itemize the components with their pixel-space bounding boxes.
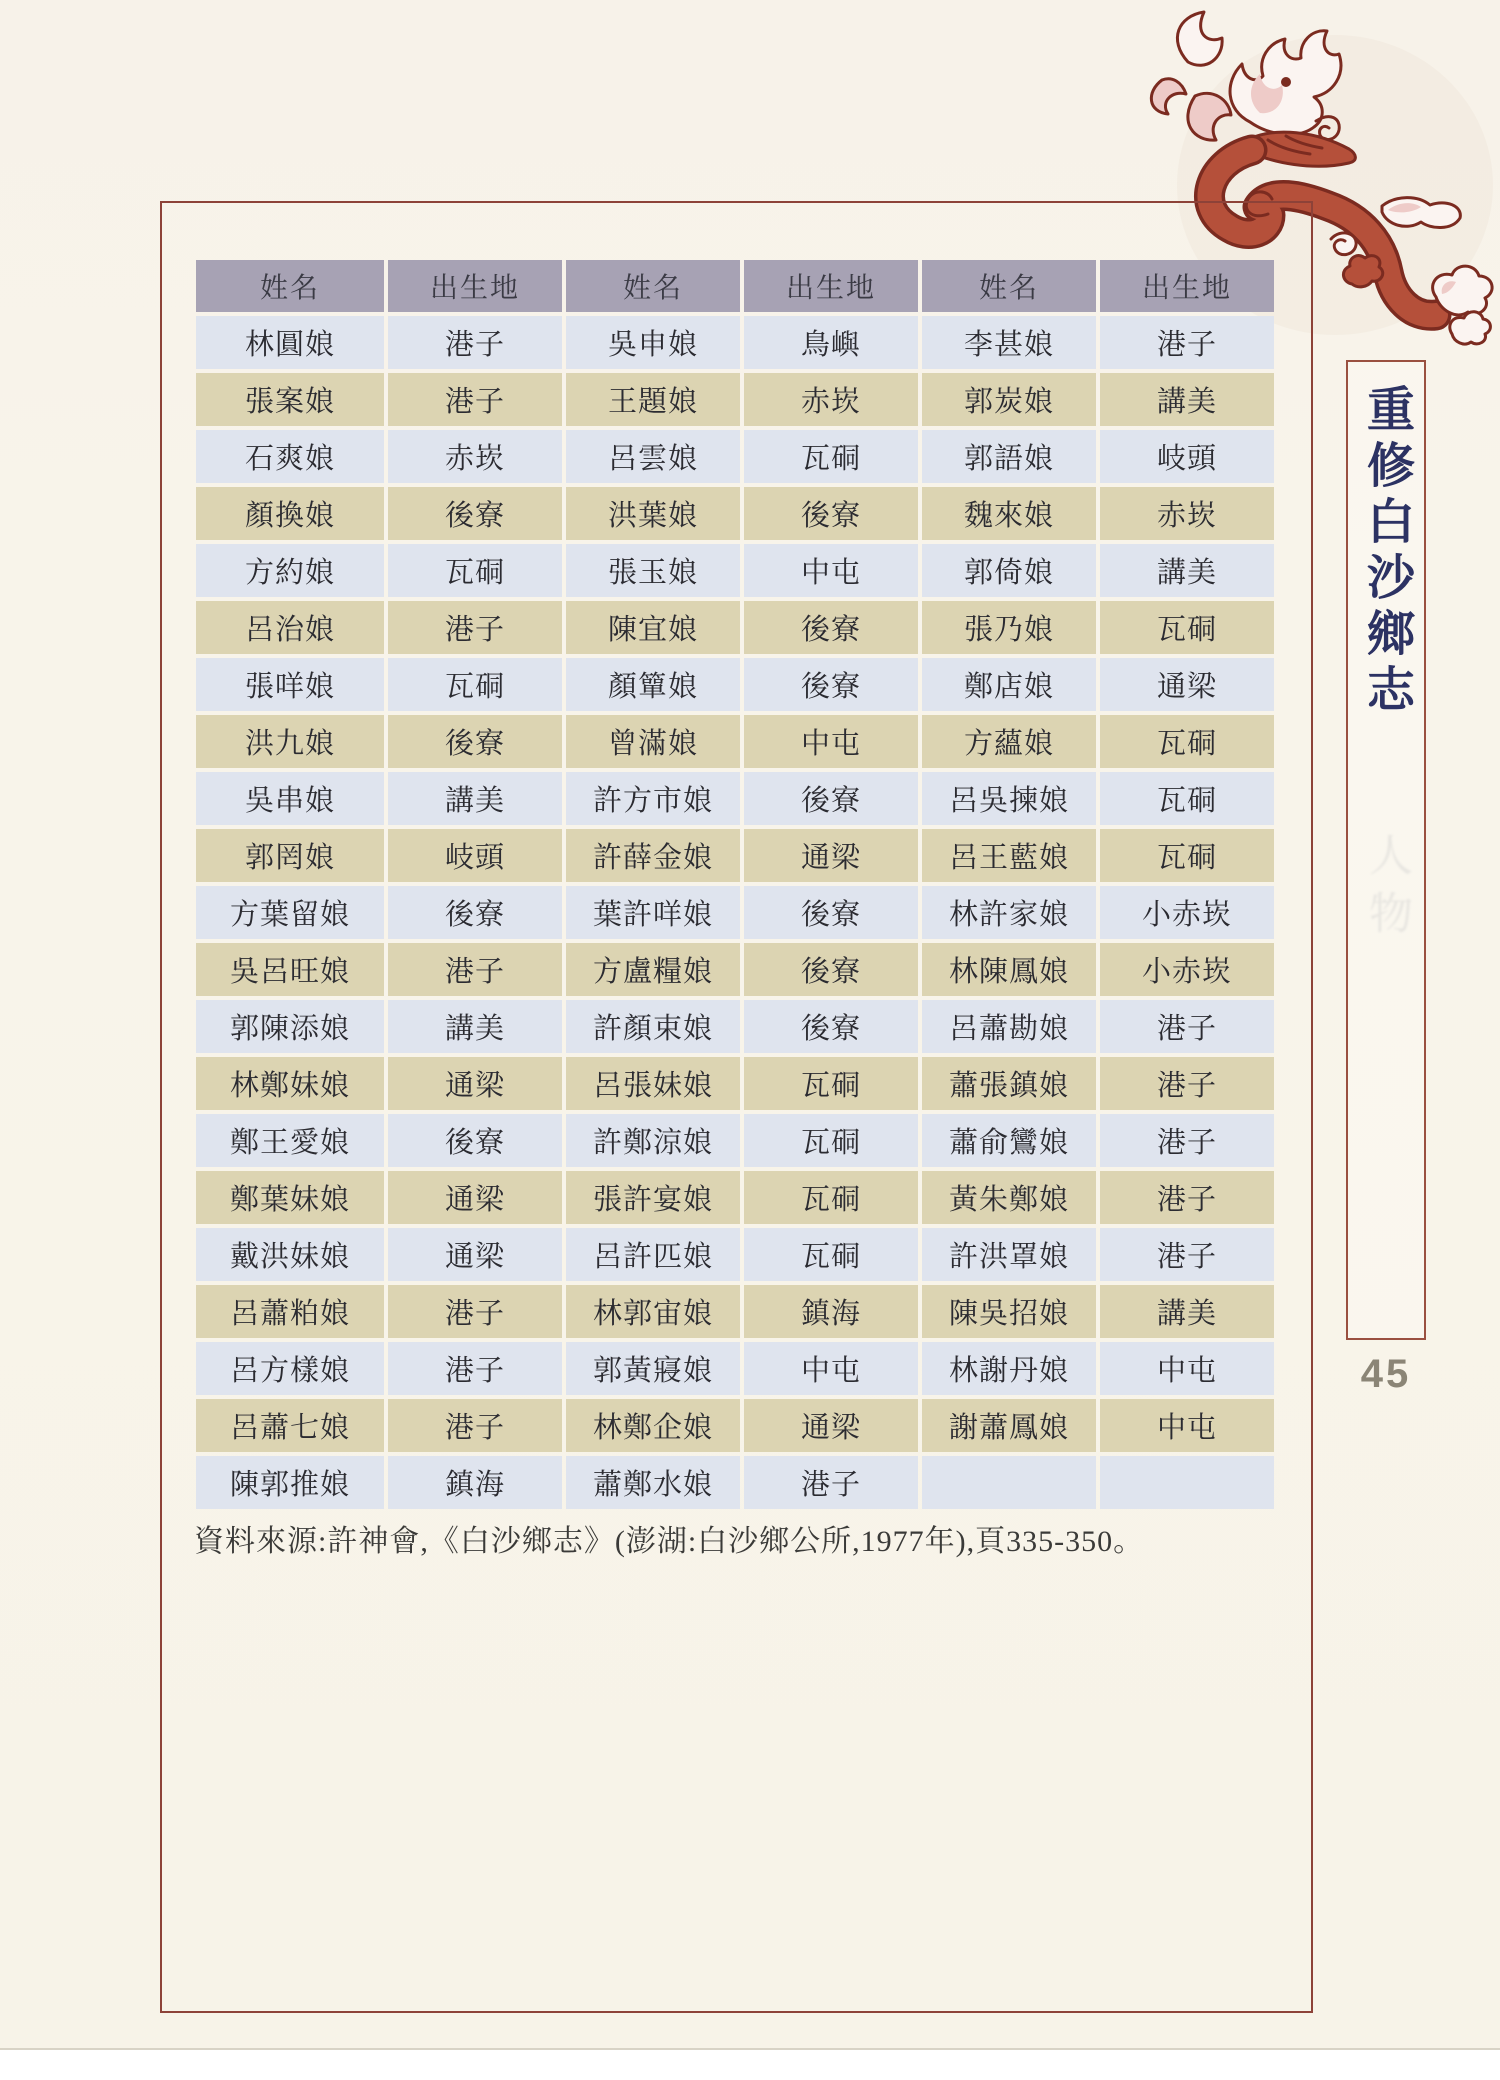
table-cell: 張咩娘 bbox=[196, 658, 384, 711]
table-cell: 後寮 bbox=[744, 487, 918, 540]
table-cell: 郭黃寢娘 bbox=[566, 1342, 740, 1395]
nuptial-table bbox=[196, 260, 1274, 1509]
table-cell: 黃朱鄭娘 bbox=[922, 1171, 1096, 1224]
header-cell: 姓名 bbox=[566, 260, 740, 312]
book-title-vertical: 重修白沙鄉志 bbox=[1359, 384, 1413, 720]
table-cell: 港子 bbox=[1100, 1171, 1274, 1224]
page-bottom-edge bbox=[0, 2048, 1500, 2080]
table-cell: 呂蕭勘娘 bbox=[922, 1000, 1096, 1053]
table-cell: 鄭葉妹娘 bbox=[196, 1171, 384, 1224]
table-cell: 港子 bbox=[388, 1399, 562, 1452]
cloud-puff-icon bbox=[1450, 312, 1491, 344]
table-cell: 瓦硐 bbox=[1100, 715, 1274, 768]
table-cell: 港子 bbox=[1100, 1000, 1274, 1053]
table-cell: 瓦硐 bbox=[1100, 829, 1274, 882]
table-cell: 呂治娘 bbox=[196, 601, 384, 654]
table-cell: 許鄭涼娘 bbox=[566, 1114, 740, 1167]
table-cell: 許洪罩娘 bbox=[922, 1228, 1096, 1281]
table-cell: 後寮 bbox=[744, 943, 918, 996]
table-cell bbox=[922, 1456, 1096, 1509]
table-cell: 郭陳添娘 bbox=[196, 1000, 384, 1053]
table-cell: 港子 bbox=[388, 1285, 562, 1338]
table-cell: 郭語娘 bbox=[922, 430, 1096, 483]
header-cell: 出生地 bbox=[1100, 260, 1274, 312]
table-cell: 吳串娘 bbox=[196, 772, 384, 825]
table-cell: 瓦硐 bbox=[744, 1114, 918, 1167]
table-cell: 講美 bbox=[1100, 544, 1274, 597]
table-cell: 港子 bbox=[1100, 316, 1274, 369]
table-cell: 鎮海 bbox=[744, 1285, 918, 1338]
table-cell: 張許宴娘 bbox=[566, 1171, 740, 1224]
table-cell: 方約娘 bbox=[196, 544, 384, 597]
table-cell: 鎮海 bbox=[388, 1456, 562, 1509]
table-cell: 葉許咩娘 bbox=[566, 886, 740, 939]
table-cell: 王題娘 bbox=[566, 373, 740, 426]
table-cell: 蕭鄭水娘 bbox=[566, 1456, 740, 1509]
table-cell: 曾滿娘 bbox=[566, 715, 740, 768]
header-cell: 姓名 bbox=[922, 260, 1096, 312]
table-cell: 通梁 bbox=[744, 829, 918, 882]
table-cell: 陳吳招娘 bbox=[922, 1285, 1096, 1338]
table-cell: 瓦硐 bbox=[744, 1228, 918, 1281]
cloud-puff-icon bbox=[1382, 198, 1460, 228]
table-cell: 岐頭 bbox=[1100, 430, 1274, 483]
table-cell: 方葉留娘 bbox=[196, 886, 384, 939]
table-cell: 瓦硐 bbox=[1100, 601, 1274, 654]
table-cell: 瓦硐 bbox=[744, 1057, 918, 1110]
table-cell: 陳宜娘 bbox=[566, 601, 740, 654]
bleedthrough-ghost-text: 人物 bbox=[1362, 832, 1411, 948]
table-cell: 吳呂旺娘 bbox=[196, 943, 384, 996]
table-cell: 呂吳揀娘 bbox=[922, 772, 1096, 825]
table-cell: 林圓娘 bbox=[196, 316, 384, 369]
pink-petal-icon bbox=[1151, 79, 1186, 114]
table-cell: 赤崁 bbox=[388, 430, 562, 483]
table-cell: 後寮 bbox=[744, 886, 918, 939]
table-cell: 後寮 bbox=[388, 487, 562, 540]
table-cell: 港子 bbox=[1100, 1057, 1274, 1110]
table-cell: 洪葉娘 bbox=[566, 487, 740, 540]
table-cell: 呂張妹娘 bbox=[566, 1057, 740, 1110]
table-cell: 通梁 bbox=[388, 1057, 562, 1110]
table-cell: 蕭俞鸞娘 bbox=[922, 1114, 1096, 1167]
table-cell: 岐頭 bbox=[388, 829, 562, 882]
table-cell: 瓦硐 bbox=[388, 658, 562, 711]
source-note: 資料來源:許神會,《白沙鄉志》(澎湖:白沙鄉公所,1977年),頁335-350。 bbox=[194, 1525, 1145, 1558]
table-cell: 林鄭企娘 bbox=[566, 1399, 740, 1452]
header-cell: 姓名 bbox=[196, 260, 384, 312]
header-cell: 出生地 bbox=[744, 260, 918, 312]
table-cell: 港子 bbox=[1100, 1114, 1274, 1167]
table-cell: 後寮 bbox=[744, 772, 918, 825]
table-cell: 鄭店娘 bbox=[922, 658, 1096, 711]
table-cell: 中屯 bbox=[1100, 1342, 1274, 1395]
page-number: 45 bbox=[1360, 1352, 1412, 1396]
table-cell: 呂雲娘 bbox=[566, 430, 740, 483]
table-cell: 中屯 bbox=[1100, 1399, 1274, 1452]
table-cell: 張案娘 bbox=[196, 373, 384, 426]
table-cell: 顏簞娘 bbox=[566, 658, 740, 711]
table-cell: 戴洪妹娘 bbox=[196, 1228, 384, 1281]
pink-petal-icon bbox=[1177, 12, 1222, 65]
table-cell: 許方市娘 bbox=[566, 772, 740, 825]
table-cell: 呂蕭七娘 bbox=[196, 1399, 384, 1452]
table-cell: 港子 bbox=[744, 1456, 918, 1509]
table-cell: 中屯 bbox=[744, 1342, 918, 1395]
table-cell: 後寮 bbox=[388, 1114, 562, 1167]
table-cell: 呂方樣娘 bbox=[196, 1342, 384, 1395]
table-cell: 顏換娘 bbox=[196, 487, 384, 540]
table-cell bbox=[1100, 1456, 1274, 1509]
table-cell: 許薛金娘 bbox=[566, 829, 740, 882]
table-cell: 通梁 bbox=[388, 1171, 562, 1224]
table-cell: 港子 bbox=[1100, 1228, 1274, 1281]
table-cell: 林許家娘 bbox=[922, 886, 1096, 939]
table-cell: 方蘊娘 bbox=[922, 715, 1096, 768]
table-cell: 港子 bbox=[388, 316, 562, 369]
table-cell: 石爽娘 bbox=[196, 430, 384, 483]
table-cell: 陳郭推娘 bbox=[196, 1456, 384, 1509]
table-cell: 瓦硐 bbox=[388, 544, 562, 597]
table-cell: 後寮 bbox=[744, 658, 918, 711]
sidebar-title-box bbox=[1346, 360, 1426, 1340]
table-cell: 洪九娘 bbox=[196, 715, 384, 768]
table-cell: 港子 bbox=[388, 373, 562, 426]
table-cell: 後寮 bbox=[744, 601, 918, 654]
table-cell: 魏來娘 bbox=[922, 487, 1096, 540]
table-cell: 鳥嶼 bbox=[744, 316, 918, 369]
table-cell: 張玉娘 bbox=[566, 544, 740, 597]
table-cell: 後寮 bbox=[388, 886, 562, 939]
table-cell: 郭炭娘 bbox=[922, 373, 1096, 426]
table-cell: 林郭宙娘 bbox=[566, 1285, 740, 1338]
table-cell: 鄭王愛娘 bbox=[196, 1114, 384, 1167]
table-cell: 後寮 bbox=[744, 1000, 918, 1053]
table-cell: 赤崁 bbox=[1100, 487, 1274, 540]
table-cell: 通梁 bbox=[1100, 658, 1274, 711]
table-cell: 呂蕭粕娘 bbox=[196, 1285, 384, 1338]
table-cell: 小赤崁 bbox=[1100, 886, 1274, 939]
table-cell: 蕭張鎮娘 bbox=[922, 1057, 1096, 1110]
table-cell: 呂王藍娘 bbox=[922, 829, 1096, 882]
header-cell: 出生地 bbox=[388, 260, 562, 312]
cloud-swirl-icon bbox=[1331, 233, 1356, 255]
table-cell: 通梁 bbox=[744, 1399, 918, 1452]
table-cell: 吳申娘 bbox=[566, 316, 740, 369]
table-cell: 港子 bbox=[388, 1342, 562, 1395]
table-cell: 通梁 bbox=[388, 1228, 562, 1281]
dragon-eye-icon bbox=[1281, 77, 1291, 87]
table-cell: 講美 bbox=[1100, 373, 1274, 426]
table-cell: 瓦硐 bbox=[744, 1171, 918, 1224]
dragon-foot-swirl bbox=[1343, 256, 1382, 287]
table-cell: 呂許匹娘 bbox=[566, 1228, 740, 1281]
table-cell: 講美 bbox=[388, 1000, 562, 1053]
table-cell: 林鄭妹娘 bbox=[196, 1057, 384, 1110]
table-cell: 瓦硐 bbox=[1100, 772, 1274, 825]
table-cell: 瓦硐 bbox=[744, 430, 918, 483]
table-cell: 林謝丹娘 bbox=[922, 1342, 1096, 1395]
table-cell: 後寮 bbox=[388, 715, 562, 768]
table-cell: 港子 bbox=[388, 601, 562, 654]
table-cell: 張乃娘 bbox=[922, 601, 1096, 654]
table-cell: 謝蕭鳳娘 bbox=[922, 1399, 1096, 1452]
table-cell: 許顏束娘 bbox=[566, 1000, 740, 1053]
table-cell: 方盧糧娘 bbox=[566, 943, 740, 996]
table-cell: 赤崁 bbox=[744, 373, 918, 426]
table-cell: 中屯 bbox=[744, 715, 918, 768]
table-cell: 林陳鳳娘 bbox=[922, 943, 1096, 996]
table-cell: 郭倚娘 bbox=[922, 544, 1096, 597]
table-cell: 講美 bbox=[388, 772, 562, 825]
table-cell: 講美 bbox=[1100, 1285, 1274, 1338]
table-cell: 港子 bbox=[388, 943, 562, 996]
table-cell: 郭罔娘 bbox=[196, 829, 384, 882]
table-cell: 中屯 bbox=[744, 544, 918, 597]
table-cell: 小赤崁 bbox=[1100, 943, 1274, 996]
table-cell: 李甚娘 bbox=[922, 316, 1096, 369]
